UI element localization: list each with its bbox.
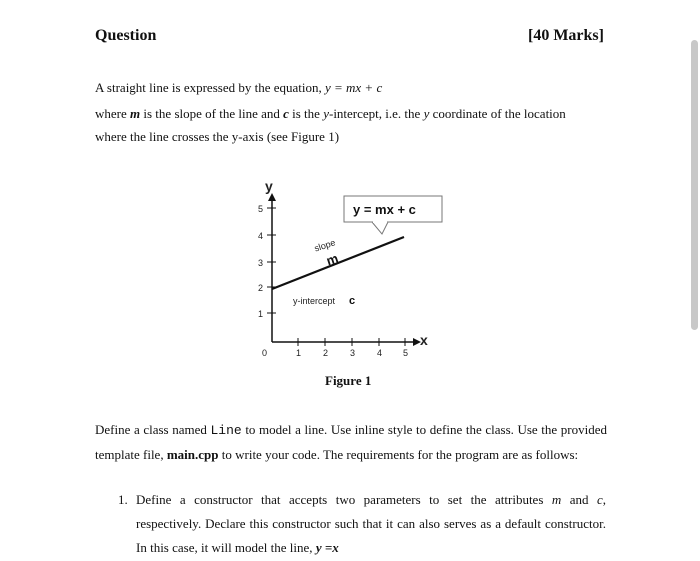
- symbol-y: y: [323, 106, 329, 121]
- question-title: Question: [95, 27, 157, 44]
- y-tick-label: 3: [258, 258, 264, 268]
- y-axis-label: y: [265, 178, 273, 194]
- task-paragraph: [95, 418, 607, 467]
- text: is the slope of the line and: [140, 106, 284, 121]
- intro-text: A straight line is expressed by the equation,: [95, 80, 325, 95]
- list-item-text: [136, 488, 606, 560]
- x-tick-label: 1: [296, 348, 302, 358]
- text: and: [561, 492, 597, 507]
- x-tick-label: 3: [350, 348, 356, 358]
- equation-inline: y =x: [315, 540, 339, 555]
- symbol-m: m: [130, 106, 141, 121]
- question-marks: [40 Marks]: [528, 27, 604, 44]
- x-axis-label: x: [420, 332, 428, 348]
- text: Define a class named: [95, 422, 211, 437]
- list-item-number: 1.: [118, 492, 128, 507]
- text: , respectively. Declare this constructor such that it can also serves as a default constructor. In this case, it will model the line,: [136, 492, 606, 555]
- text: -intercept, i.e. the: [328, 106, 424, 121]
- scrollbar[interactable]: [691, 40, 698, 330]
- symbol-c: c: [283, 106, 289, 121]
- intercept-symbol: c: [349, 295, 356, 307]
- symbol-m: m: [551, 492, 562, 507]
- template-file-name: main.cpp: [166, 447, 219, 462]
- y-tick-label: 5: [258, 204, 264, 214]
- y-tick-label: 4: [258, 231, 264, 241]
- text: is the: [288, 106, 324, 121]
- slope-label: slope: [313, 237, 337, 254]
- x-tick-label: 4: [377, 348, 383, 358]
- y-tick-label: 1: [258, 309, 264, 319]
- text: coordinate of the location: [429, 106, 566, 121]
- x-tick-label: 2: [323, 348, 329, 358]
- y-axis-arrow: [268, 193, 276, 201]
- figure-caption: Figure 1: [325, 373, 372, 388]
- text: to write your code. The requirements for the program are as follows:: [218, 447, 579, 462]
- text: to model a line. Use inline style to define the class. Use the provided template file,: [95, 422, 608, 462]
- class-name-code: Line: [210, 423, 242, 438]
- intro-line-3: where the line crosses the y-axis (see Figure 1): [95, 129, 340, 144]
- y-tick-label: 2: [258, 283, 264, 293]
- equation-box-text: y = mx + c: [353, 202, 416, 217]
- slope-symbol: m: [324, 250, 341, 269]
- x-tick-label: 5: [403, 348, 409, 358]
- text: where: [95, 106, 131, 121]
- equation-pointer: [372, 222, 388, 234]
- origin-label: 0: [262, 348, 268, 358]
- equation-inline: y = mx + c: [324, 80, 383, 95]
- text: Define a constructor that accepts two parameters to set the attributes: [136, 492, 552, 507]
- intercept-label: y-intercept: [293, 296, 336, 306]
- symbol-c: c: [596, 492, 603, 507]
- symbol-y: y: [423, 106, 430, 121]
